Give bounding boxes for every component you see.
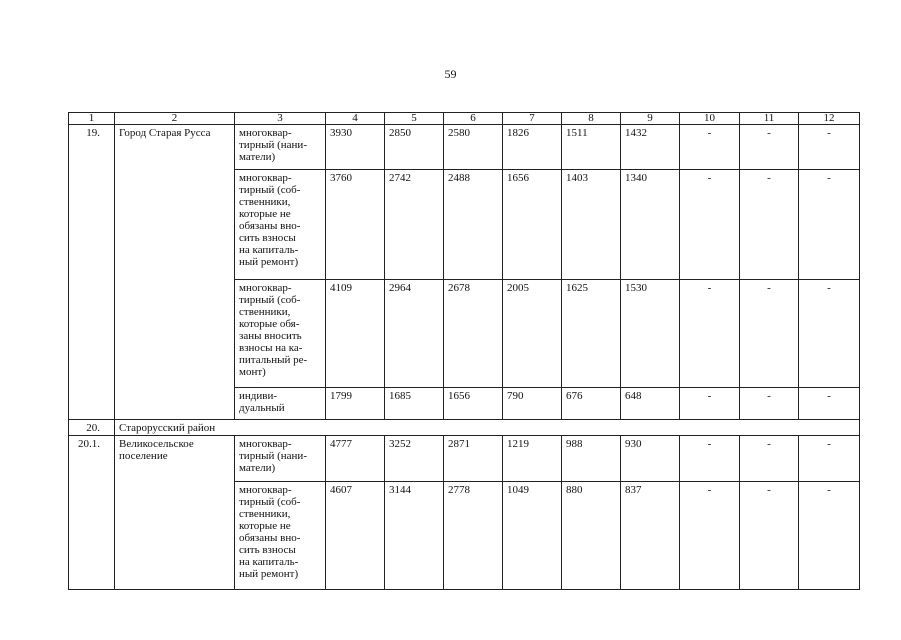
table-cell: 880	[562, 482, 621, 590]
table-cell: 1340	[621, 170, 680, 280]
row-number: 20.1.	[69, 436, 115, 590]
table-cell: 988	[562, 436, 621, 482]
table-cell: 1656	[503, 170, 562, 280]
table-cell: 2678	[444, 280, 503, 388]
table-cell: 2742	[385, 170, 444, 280]
table-cell: 3144	[385, 482, 444, 590]
table-cell: 2850	[385, 125, 444, 170]
table-cell: 3252	[385, 436, 444, 482]
housing-type: многоквар- тирный (нани- матели)	[235, 125, 326, 170]
table-row	[69, 420, 860, 436]
settlement-name: Великосельское поселение	[115, 436, 235, 590]
table-cell: -	[680, 170, 740, 280]
housing-type: многоквар- тирный (соб- ственники, которые не обязаны вно- сить взносы на капиталь- ный ремонт)	[235, 482, 326, 590]
housing-type: многоквар- тирный (соб- ственники, которые не обязаны вно- сить взносы на капиталь- ный ремонт)	[235, 170, 326, 280]
column-header: 8	[562, 113, 621, 125]
table-cell: -	[680, 388, 740, 420]
column-header: 9	[621, 113, 680, 125]
table-cell: 1799	[326, 388, 385, 420]
table-cell: 3760	[326, 170, 385, 280]
column-header: 7	[503, 113, 562, 125]
table-cell: 2778	[444, 482, 503, 590]
table-cell: -	[740, 280, 799, 388]
table-cell: 930	[621, 436, 680, 482]
row-number: 20.	[69, 420, 115, 436]
table-cell: 1511	[562, 125, 621, 170]
table-cell: 837	[621, 482, 680, 590]
column-header: 10	[680, 113, 740, 125]
table-cell: -	[680, 280, 740, 388]
table-cell: 1685	[385, 388, 444, 420]
table-cell: 2964	[385, 280, 444, 388]
column-header: 11	[740, 113, 799, 125]
column-header: 12	[799, 113, 860, 125]
table-cell: 4607	[326, 482, 385, 590]
table-cell: -	[680, 436, 740, 482]
table-cell: 790	[503, 388, 562, 420]
table-cell: 2488	[444, 170, 503, 280]
table-cell: 1403	[562, 170, 621, 280]
table-cell: 676	[562, 388, 621, 420]
table-cell: -	[799, 125, 860, 170]
column-header: 1	[69, 113, 115, 125]
column-header: 2	[115, 113, 235, 125]
table-cell: 648	[621, 388, 680, 420]
settlement-name: Город Старая Русса	[115, 125, 235, 420]
table-cell: 3930	[326, 125, 385, 170]
table-cell: -	[799, 388, 860, 420]
table-cell: -	[740, 388, 799, 420]
header-row	[69, 113, 860, 125]
column-header: 4	[326, 113, 385, 125]
table-cell: 4109	[326, 280, 385, 388]
table-cell: -	[799, 482, 860, 590]
table-cell: 2580	[444, 125, 503, 170]
housing-type: многоквар- тирный (нани- матели)	[235, 436, 326, 482]
table-cell: 1625	[562, 280, 621, 388]
column-header: 3	[235, 113, 326, 125]
table-cell: -	[740, 482, 799, 590]
table-cell: 1219	[503, 436, 562, 482]
table-row	[69, 125, 860, 170]
housing-type: многоквар- тирный (соб- ственники, которые обя- заны вносить взносы на ка- питальный ре- монт)	[235, 280, 326, 388]
page-number: 59	[444, 67, 457, 81]
table-cell: 2871	[444, 436, 503, 482]
table-cell: -	[799, 436, 860, 482]
table-cell: 1432	[621, 125, 680, 170]
table-cell: 1826	[503, 125, 562, 170]
table-cell: -	[680, 482, 740, 590]
table-cell: 1530	[621, 280, 680, 388]
table-cell: -	[799, 280, 860, 388]
table-cell: -	[740, 170, 799, 280]
row-number: 19.	[69, 125, 115, 420]
table-row	[69, 436, 860, 482]
table-cell: -	[740, 436, 799, 482]
column-header: 5	[385, 113, 444, 125]
tariff-table	[68, 112, 860, 590]
column-header: 6	[444, 113, 503, 125]
table-cell: 1049	[503, 482, 562, 590]
housing-type: индиви- дуальный	[235, 388, 326, 420]
table-cell: -	[680, 125, 740, 170]
table-cell: -	[740, 125, 799, 170]
section-title: Старорусский район	[115, 420, 860, 436]
table-cell: 4777	[326, 436, 385, 482]
table-cell: 2005	[503, 280, 562, 388]
table-cell: -	[799, 170, 860, 280]
table-cell: 1656	[444, 388, 503, 420]
